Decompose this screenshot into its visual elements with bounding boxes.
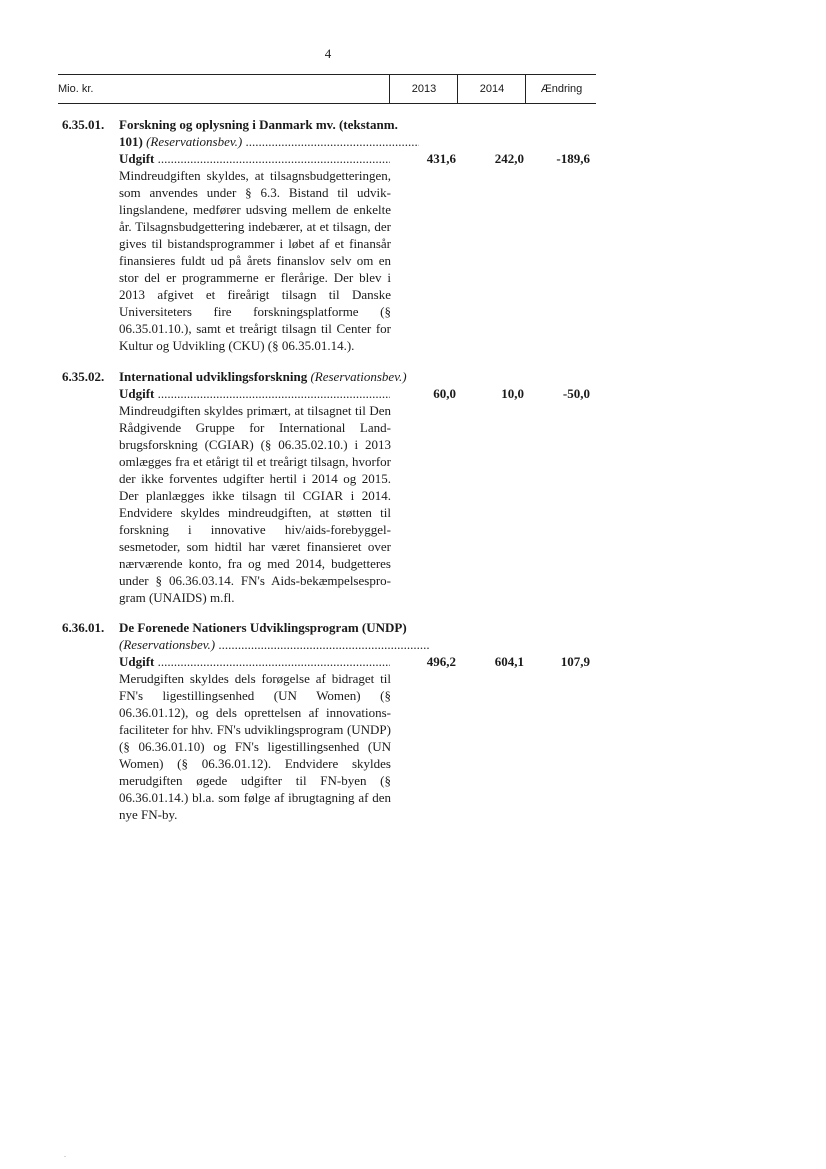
- account-number: 6.35.02.: [62, 369, 105, 384]
- value-2013: 496,2: [426, 654, 456, 669]
- unit-label: Mio. kr.: [58, 83, 94, 95]
- account-number: 6.36.01.: [62, 620, 105, 635]
- reservation-label: (Reservationsbev.): [310, 369, 407, 384]
- expense-label: Udgift .....: [119, 653, 390, 670]
- reservation-label: (Reservationsbev.): [146, 134, 243, 149]
- title-line-2: 101) (Reservationsbev.) .....: [119, 133, 419, 150]
- column-2014: 2014: [457, 75, 526, 103]
- page-number: 4: [324, 46, 332, 61]
- title-line-1: De Forenede Nationers Udviklingsprogram (UNDP): [119, 620, 407, 635]
- value-change: 107,9: [560, 654, 590, 669]
- column-2013: 2013: [389, 75, 458, 103]
- expense-label: Udgift .....: [119, 150, 390, 167]
- scan-mark: .: [64, 1150, 66, 1159]
- value-2014: 242,0: [494, 151, 524, 166]
- reservation-label: (Reservationsbev.): [119, 637, 216, 652]
- entry-title: [119, 368, 419, 385]
- value-2014: 604,1: [494, 654, 524, 669]
- entry-description: Merudgiften skyldes dels forøgelse af bidraget til FN's ligestillingsenhed (UN Women) (§ 06.36.01.12), og dels oprettelsen af innovationsfaciliteter for hhv. FN's udviklingsprogram (UNDP) (§ 06.36.01.10) og FN's ligestillingsenhed (UN Women) (§ 06.36.01.12). Endvidere skyldes merudgiften øgede udgifter til FN-byen (§ 06.36.01.14.) bl.a. som følge af ibrugtagning af den nye FN-by.: [119, 671, 391, 822]
- entry-description: Mindreudgiften skyldes primært, at tilsagnet til Den Rådgivende Gruppe for International Landbrugsforskning (CGIAR) (§ 06.35.02.10.) i 2013 omlægges fra et etårigt til et treårigt tilsagn, hvorfor der ikke forventes udgifter hertil i 2014 og 2015. Der planlægges ikke tilsagn til CGIAR i 2014. Endvidere skyldes mindreudgiften, at støtten til forskning i innovative hiv/aids-forebyggelsesmetoder, som hidtil har været finansieret over nærværende konto, fra og med 2014, budgetteres under § 06.36.03.14. FN's Aids-bekæmpelsesprogram (UNAIDS) m.fl.: [119, 403, 391, 605]
- entry-description: Mindreudgiften skyldes, at tilsagnsbudgetteringen, som anvendes under § 6.3. Bistand til udviklingslandene, medfører udsving mellem de enkelte år. Tilsagnsbudgettering indebærer, at et tilsagn, der gives til bistandsprogrammer i løbet af et finansår finansieres fuldt ud på årets finanslov selv om en stor del er programmerne er flerårige. Der blev i 2013 afgivet et fireårigt tilsagn til Danske Universiteters fire forskningsplatforme (§ 06.35.01.10.), samt et treårigt tilsagn til Center for Kultur og Udvikling (CKU) (§ 06.35.01.14.).: [119, 168, 391, 353]
- value-2014: 10,0: [501, 386, 524, 401]
- column-change: Ændring: [525, 75, 597, 103]
- entry-title: [119, 619, 429, 653]
- title-line-1: International udviklingsforskning (Reservationsbev.): [119, 369, 407, 384]
- value-2013: 60,0: [433, 386, 456, 401]
- value-change: -189,6: [556, 151, 590, 166]
- value-2013: 431,6: [426, 151, 456, 166]
- account-number: 6.35.01.: [62, 117, 105, 132]
- title-line-1: Forskning og oplysning i Danmark mv. (tekstanm.: [119, 117, 398, 132]
- title-line-2: [119, 636, 429, 653]
- entry-title: [119, 116, 419, 150]
- expense-label: Udgift .....: [119, 385, 390, 402]
- value-change: -50,0: [562, 386, 590, 401]
- table-header: [58, 74, 596, 104]
